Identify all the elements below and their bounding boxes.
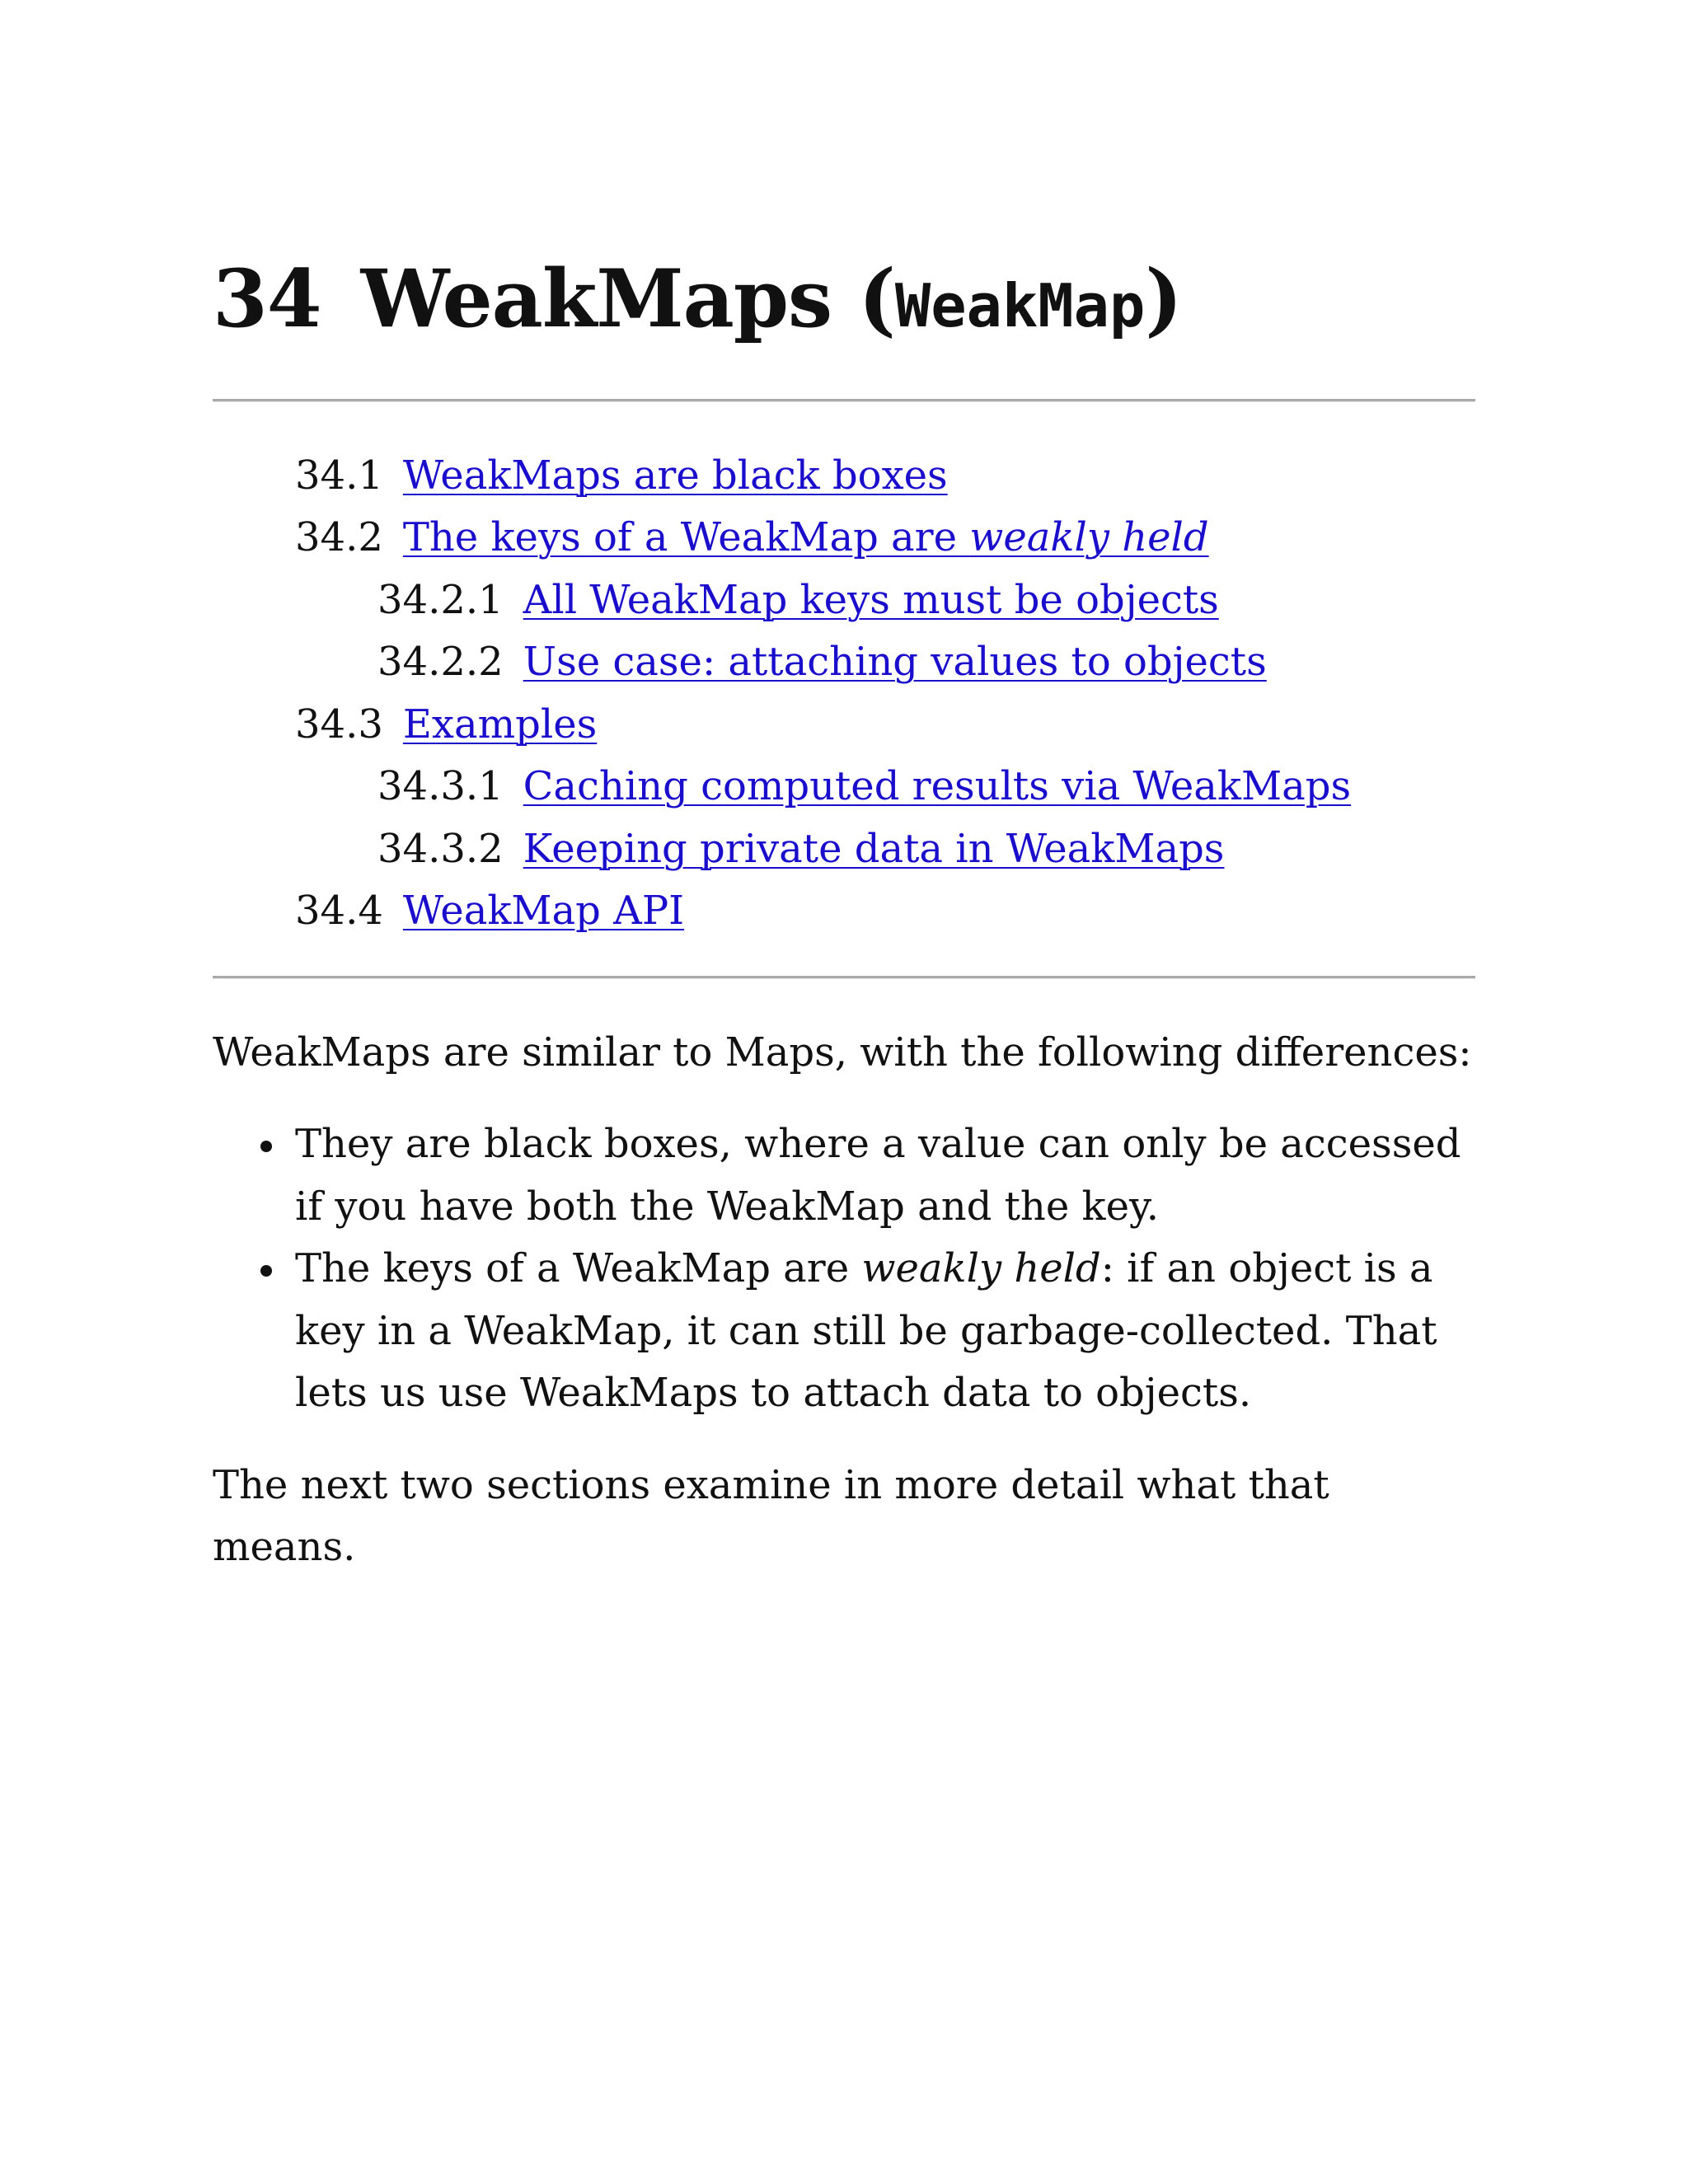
toc-item-34-2-2 — [295, 631, 1475, 694]
toc-number: 34.3.1 — [377, 763, 504, 810]
toc-item-34-3 — [295, 694, 1475, 757]
toc-link[interactable]: Examples — [402, 701, 598, 748]
chapter-title-code: WeakMap — [894, 271, 1146, 340]
list-item-text: The keys of a WeakMap are — [295, 1245, 862, 1292]
toc-link-emphasis: weakly held — [969, 514, 1209, 561]
toc-link[interactable]: All WeakMap keys must be objects — [523, 576, 1219, 623]
toc-number: 34.3.2 — [377, 825, 504, 872]
toc-item-34-2-1 — [295, 569, 1475, 632]
toc-item-34-2 — [295, 507, 1475, 569]
chapter-title-end: ) — [1145, 252, 1182, 345]
toc-link[interactable]: Caching computed results via WeakMaps — [523, 763, 1352, 810]
toc-number: 34.2.1 — [377, 576, 504, 623]
list-item-text: : if an object is a key in a WeakMap, it can still be garbage-collected. That lets us use WeakMaps to attach data to objects. — [295, 1245, 1437, 1417]
toc-item-34-3-1 — [295, 756, 1475, 818]
toc-item-34-3-2 — [295, 818, 1475, 881]
toc-item-34-4 — [295, 880, 1475, 943]
document-page — [213, 252, 1475, 1579]
differences-list — [213, 1113, 1475, 1425]
toc-link[interactable] — [403, 514, 1209, 560]
toc-top-divider — [213, 399, 1475, 402]
toc-number: 34.3 — [295, 701, 383, 748]
toc-number: 34.2 — [295, 514, 383, 561]
chapter-title-text: WeakMaps ( — [360, 252, 895, 345]
table-of-contents — [213, 445, 1475, 943]
closing-paragraph: The next two sections examine in more detail what that means. — [213, 1461, 1329, 1571]
toc-link-text: The keys of a WeakMap are — [402, 514, 970, 561]
list-item-emphasis: weakly held — [861, 1245, 1101, 1292]
toc-link[interactable]: Use case: attaching values to objects — [523, 639, 1267, 686]
toc-number: 34.2.2 — [377, 639, 504, 686]
list-item: They are black boxes, where a value can only be accessed if you have both the WeakMap and the key. — [295, 1113, 1475, 1238]
toc-bottom-divider — [213, 976, 1475, 979]
intro-paragraph: WeakMaps are similar to Maps, with the following differences: — [213, 1029, 1472, 1076]
chapter-title — [213, 252, 1475, 345]
toc-link[interactable]: WeakMap API — [402, 888, 685, 935]
toc-item-34-1 — [295, 445, 1475, 508]
body-content — [213, 1022, 1475, 1579]
toc-link[interactable]: Keeping private data in WeakMaps — [523, 825, 1225, 872]
list-item — [295, 1238, 1475, 1425]
toc-number: 34.1 — [295, 452, 383, 499]
toc-number: 34.4 — [295, 888, 383, 935]
chapter-number: 34 — [213, 252, 321, 345]
toc-link[interactable]: WeakMaps are black boxes — [402, 452, 948, 499]
